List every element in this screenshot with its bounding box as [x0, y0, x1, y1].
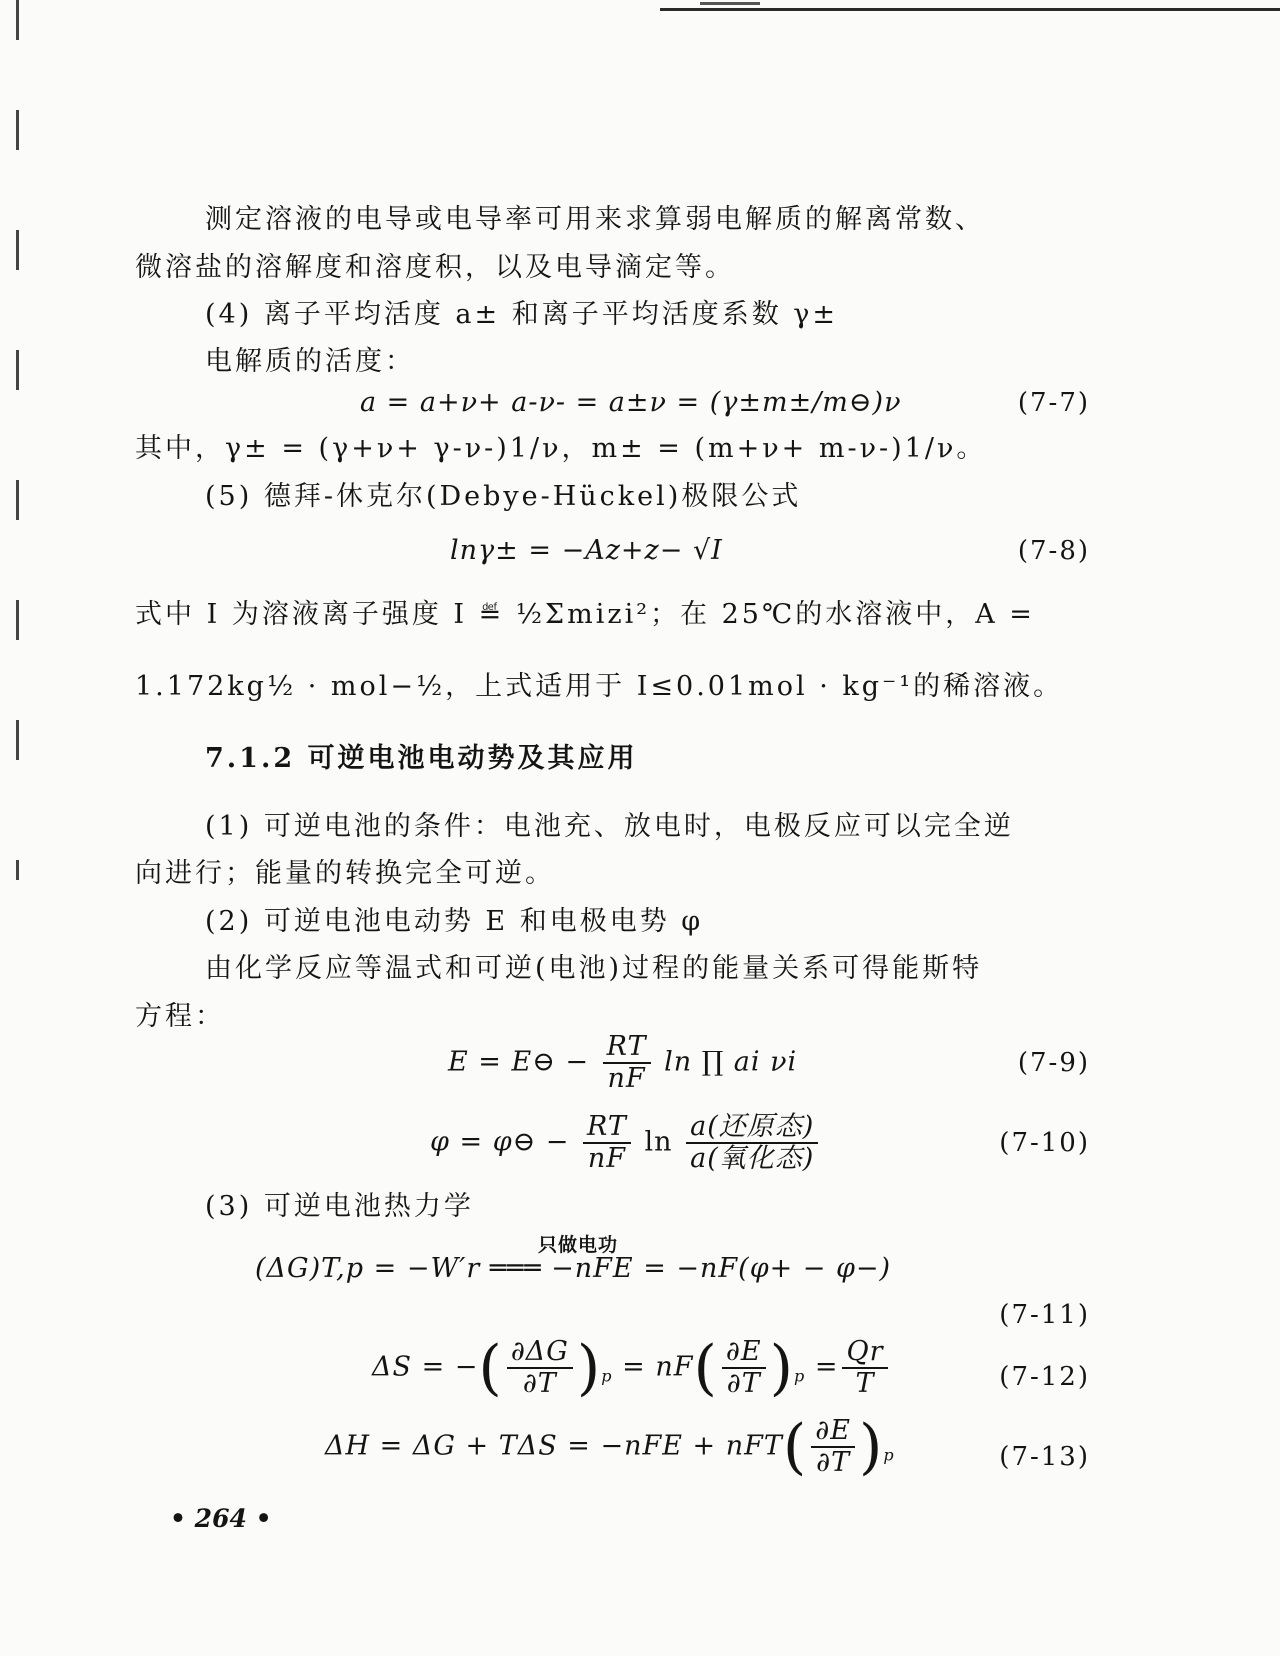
numerator: a(还原态): [686, 1112, 818, 1144]
paragraph-line: 电解质的活度：: [205, 346, 415, 377]
subscript: p: [883, 1445, 895, 1465]
equation-number: (7-13): [999, 1442, 1090, 1472]
equation-number: (7-7): [1017, 388, 1090, 418]
paragraph-line: 由化学反应等温式和可逆(电池)过程的能量关系可得能斯特: [205, 953, 983, 984]
right-paren: ): [576, 1333, 602, 1403]
paragraph-line: 其中，γ± = (γ+ν+ γ-ν-)1/ν，m± = (m+ν+ m-ν-)1/ν。: [135, 433, 987, 464]
equation-7-9: [448, 1032, 797, 1094]
list-item-2: (2) 可逆电池电动势 E 和电极电势 φ: [205, 906, 704, 937]
numerator: Qr: [842, 1337, 887, 1369]
eq-lhs: ΔS = −: [372, 1351, 479, 1383]
list-item-1: (1) 可逆电池的条件：电池充、放电时，电极反应可以完全逆: [205, 811, 1014, 842]
right-paren: ): [769, 1333, 794, 1403]
fraction: [583, 1112, 631, 1174]
equation-number: (7-8): [1017, 536, 1090, 566]
eq-rhs: ln ∏ ai νi: [664, 1046, 798, 1078]
denominator: a(氧化态): [690, 1143, 815, 1174]
page-number: • 264 •: [170, 1504, 272, 1533]
subscript: p: [793, 1366, 806, 1386]
eq-lhs: E = E⊖ −: [448, 1046, 590, 1078]
paragraph-line: 微溶盐的溶解度和溶度积，以及电导滴定等。: [135, 252, 735, 283]
paragraph-line: 测定溶液的电导或电导率可用来求算弱电解质的解离常数、: [205, 204, 985, 235]
equation-number: (7-9): [1017, 1048, 1090, 1078]
paragraph-line: 向进行；能量的转换完全可逆。: [135, 858, 555, 889]
eq-lhs: ΔH = ΔG + TΔS = −nFE + nFT: [325, 1430, 783, 1462]
right-paren: ): [858, 1412, 884, 1482]
numerator: ∂E: [811, 1416, 855, 1448]
eq-equals: =: [814, 1351, 839, 1383]
top-rule-mark: [700, 2, 760, 5]
fraction: [842, 1337, 887, 1399]
eq-lhs: φ = φ⊖ −: [430, 1126, 570, 1158]
binding-edge-mark: [16, 860, 19, 880]
list-item-3: (3) 可逆电池热力学: [205, 1191, 474, 1222]
binding-edge-mark: [16, 230, 19, 270]
equation-7-7: a = a+ν+ a-ν- = a±ν = (γ±m±/m⊖)ν: [360, 387, 902, 418]
fraction: [507, 1337, 573, 1399]
equation-7-10: [430, 1112, 822, 1174]
binding-edge-mark: [16, 110, 19, 150]
left-paren: (: [693, 1333, 718, 1403]
paragraph-line: 1.172kg½ · mol−½，上式适用于 I≤0.01mol · kg⁻¹的稀溶液。: [135, 671, 1064, 702]
binding-edge-mark: [16, 600, 19, 640]
numerator: RT: [603, 1032, 651, 1064]
binding-edge-mark: [16, 480, 19, 520]
fraction: [686, 1112, 818, 1174]
binding-edge-mark: [16, 720, 19, 760]
ln-operator: ln: [644, 1126, 673, 1158]
equation-7-13: [325, 1412, 895, 1482]
fraction: [722, 1337, 766, 1399]
equation-annotation: 只做电功: [538, 1234, 619, 1256]
numerator: RT: [583, 1112, 631, 1144]
list-item-5: (5) 德拜-休克尔(Debye-Hückel)极限公式: [205, 481, 802, 512]
denominator: T: [855, 1368, 875, 1399]
denominator: ∂T: [726, 1368, 761, 1399]
binding-edge-mark: [16, 0, 19, 40]
left-paren: (: [782, 1412, 808, 1482]
fraction: [603, 1032, 651, 1094]
fraction: [811, 1416, 855, 1478]
left-paren: (: [478, 1333, 503, 1403]
subscript: p: [601, 1366, 613, 1386]
equation-7-11: (ΔG)T,p = −W′r ═══ −nFE = −nF(φ+ − φ−): [255, 1253, 892, 1284]
section-heading: 7.1.2 可逆电池电动势及其应用: [205, 743, 638, 774]
numerator: ∂ΔG: [507, 1337, 573, 1369]
numerator: ∂E: [722, 1337, 766, 1369]
equation-7-8: lnγ± = −Az+z− √I: [450, 535, 723, 566]
denominator: ∂T: [816, 1447, 851, 1478]
paragraph-line: 方程：: [135, 1001, 225, 1032]
equation-number: (7-11): [999, 1300, 1090, 1330]
list-item-4: (4) 离子平均活度 a± 和离子平均活度系数 γ±: [205, 299, 839, 330]
equation-number: (7-12): [999, 1362, 1090, 1392]
binding-edge-mark: [16, 350, 19, 390]
denominator: ∂T: [522, 1368, 557, 1399]
denominator: nF: [607, 1063, 646, 1094]
equation-7-12: [372, 1333, 892, 1403]
equation-number: (7-10): [999, 1128, 1090, 1158]
eq-middle: = nF: [622, 1351, 694, 1383]
top-rule: [660, 8, 1280, 11]
denominator: nF: [587, 1143, 627, 1174]
paragraph-line: 式中 I 为溶液离子强度 I ≝ ½Σmizi²；在 25℃的水溶液中，A =: [135, 599, 1035, 630]
